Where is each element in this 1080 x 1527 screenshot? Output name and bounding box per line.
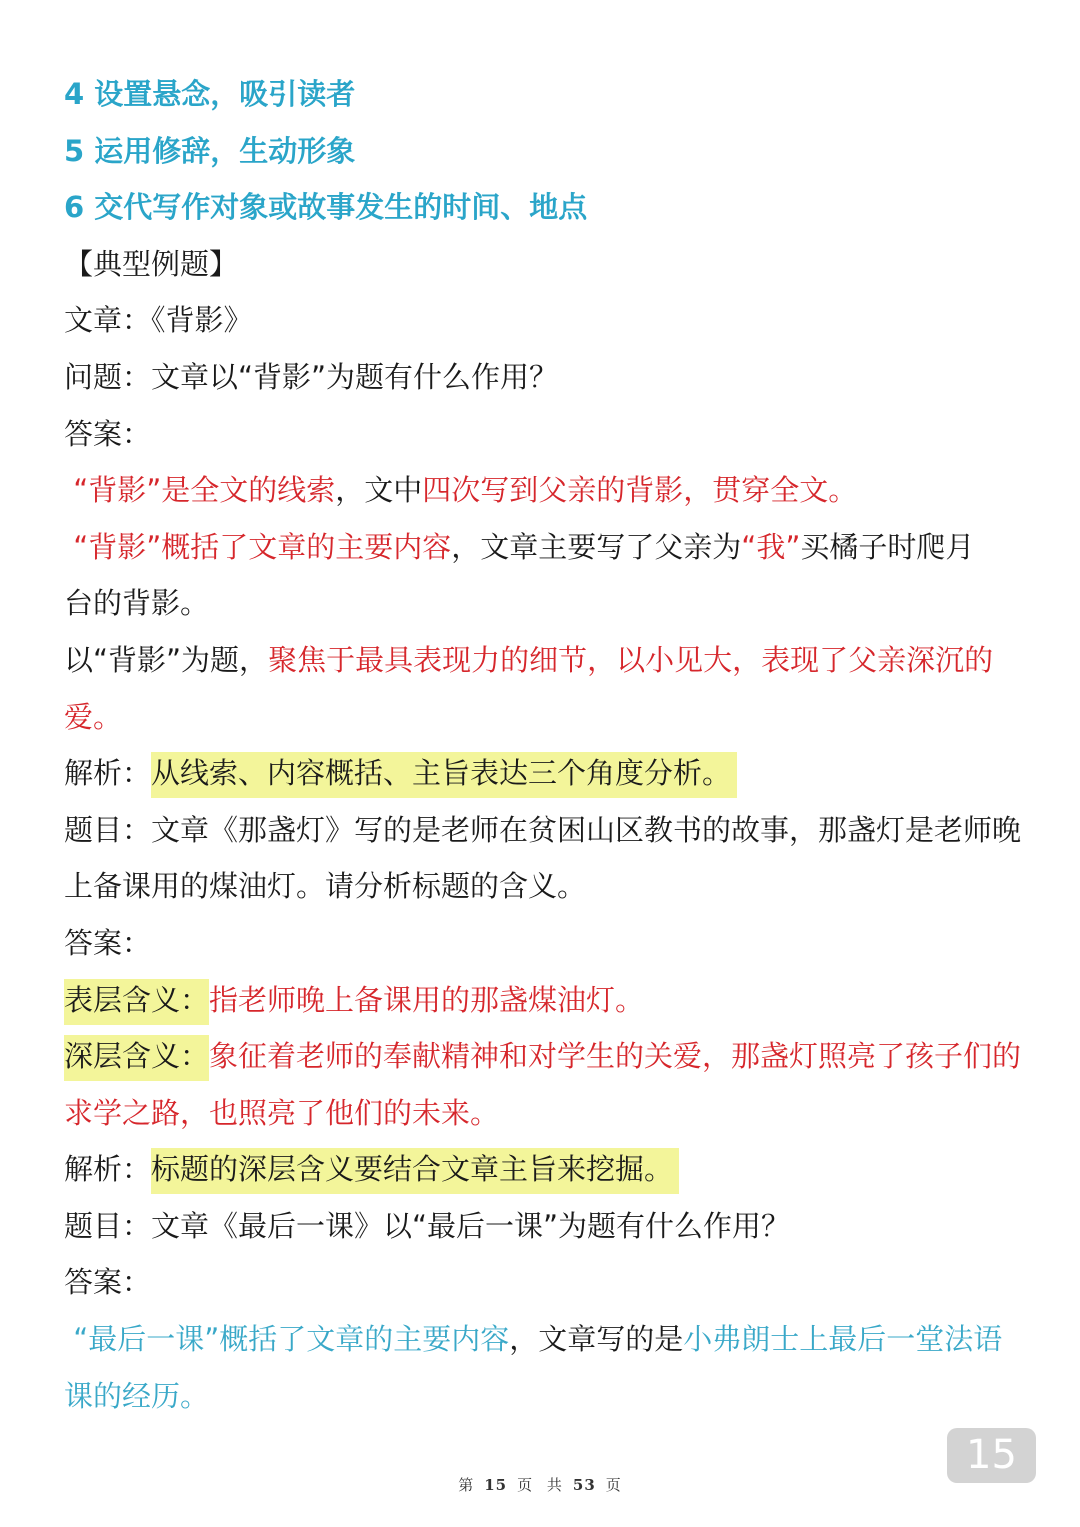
q2-deep-text2: 求学之路，也照亮了他们的未来。 — [64, 1095, 500, 1130]
example-label: 【典型例题】 — [64, 246, 239, 281]
q3-question: 题目：文章《最后一课》以“最后一课”为题有什么作用？ — [64, 1208, 791, 1243]
footer-prefix: 第 — [458, 1476, 475, 1494]
q3-a-plain: ，文章写的是 — [509, 1322, 684, 1357]
q2-answer-label: 答案： — [64, 925, 152, 960]
q2-deep-label: 深层含义： — [64, 1035, 209, 1081]
q1-a1-plain: ，文中 — [335, 473, 423, 508]
q3-a-blue1: “最后一课”概括了文章的主要内容 — [73, 1322, 510, 1357]
q2-question-line1: 题目：文章《那盏灯》写的是老师在贫困山区教书的故事，那盏灯是老师晚 — [64, 812, 1022, 847]
footer-suffix: 页 — [605, 1476, 622, 1494]
q1-article: 文章：《背影》 — [64, 303, 253, 338]
q1-analysis-highlight: 从线索、内容概括、主旨表达三个角度分析。 — [151, 752, 737, 798]
heading-6: 6 交代写作对象或故事发生的时间、地点 — [64, 190, 588, 225]
footer-current-page: 15 — [484, 1476, 508, 1494]
q1-a2-plain1: ，文章主要写了父亲为 — [451, 529, 742, 564]
q1-answer-line1 — [64, 462, 1024, 519]
q2-surface-label: 表层含义： — [64, 979, 209, 1025]
page-content — [64, 66, 1024, 1424]
q3-a-blue2: 小弗朗士上最后一堂法语 — [683, 1322, 1003, 1357]
q1-question: 问题：文章以“背影”为题有什么作用？ — [64, 359, 559, 394]
q2-analysis — [64, 1141, 1024, 1198]
q1-answer-line3-cont: 爱。 — [64, 699, 123, 734]
q1-answer-label: 答案： — [64, 416, 152, 451]
q1-a2-plain2: 买橘子时爬月 — [800, 529, 975, 564]
q1-a1-red2: 四次写到父亲的背影，贯穿全文。 — [422, 473, 858, 508]
q3-answer-label: 答案： — [64, 1265, 152, 1300]
q2-surface-meaning — [64, 972, 1024, 1029]
heading-5: 5 运用修辞，生动形象 — [64, 133, 356, 168]
q2-deep-meaning — [64, 1028, 1024, 1085]
q1-a3-red1: 聚焦于最具表现力的细节，以小见大，表现了父亲深沉的 — [268, 642, 994, 677]
q1-a3-plain: 以“背影”为题， — [64, 642, 269, 677]
footer-mid1: 页 — [517, 1476, 534, 1494]
q1-answer-line3 — [64, 632, 1024, 689]
q1-analysis — [64, 745, 1024, 802]
page-number-badge: 15 — [947, 1428, 1036, 1483]
q1-analysis-label: 解析： — [64, 756, 152, 791]
q1-a2-red2: “我” — [741, 529, 801, 564]
q2-analysis-highlight: 标题的深层含义要结合文章主旨来挖掘。 — [151, 1148, 679, 1194]
q2-deep-text1: 象征着老师的奉献精神和对学生的关爱，那盏灯照亮了孩子们的 — [209, 1039, 1022, 1074]
q1-answer-line2-cont: 台的背影。 — [64, 586, 210, 621]
page-footer — [0, 1474, 1080, 1495]
q1-a2-red1: “背影”概括了文章的主要内容 — [73, 529, 452, 564]
footer-total-pages: 53 — [572, 1476, 596, 1494]
q1-a1-red1: “背影”是全文的线索 — [73, 473, 336, 508]
q2-question-line2: 上备课用的煤油灯。请分析标题的含义。 — [64, 869, 587, 904]
heading-4: 4 设置悬念，吸引读者 — [64, 77, 356, 111]
q3-answer-line2: 课的经历。 — [64, 1378, 210, 1413]
q2-surface-text: 指老师晚上备课用的那盏煤油灯。 — [209, 982, 645, 1017]
footer-mid2: 共 — [546, 1476, 563, 1494]
q3-answer-line1 — [64, 1311, 1024, 1368]
q1-answer-line2 — [64, 519, 1024, 576]
q2-analysis-label: 解析： — [64, 1152, 152, 1187]
